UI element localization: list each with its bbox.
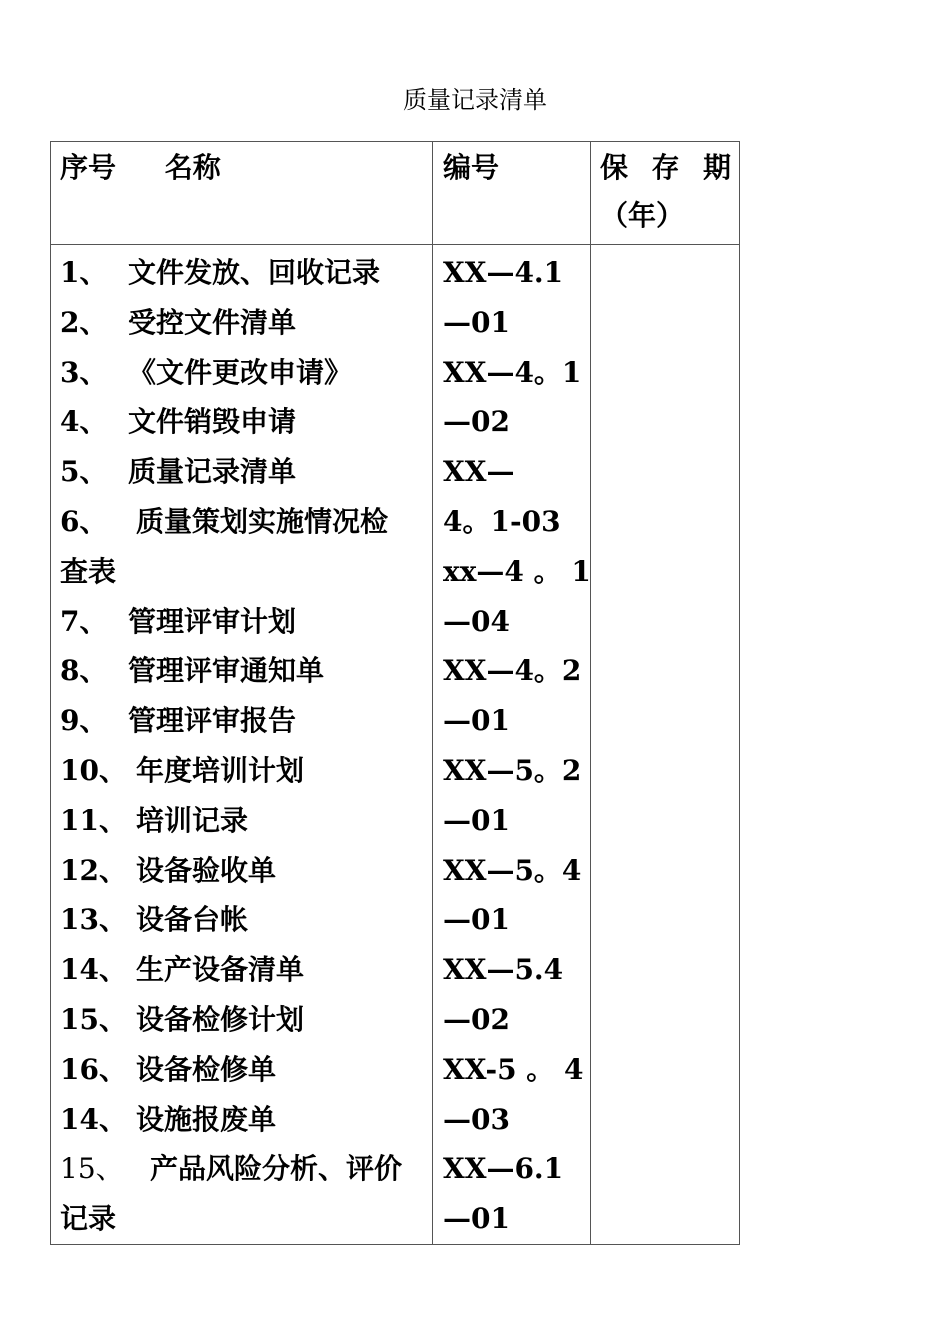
record-number: 2、 bbox=[60, 305, 108, 339]
record-number: 3、 bbox=[60, 355, 108, 389]
record-name-line bbox=[60, 646, 424, 696]
table-header-row bbox=[51, 142, 740, 245]
record-name: 管理评审通知单 bbox=[128, 654, 325, 688]
record-name-line bbox=[60, 1194, 424, 1244]
record-name: 培训记录 bbox=[136, 803, 249, 837]
record-name-line bbox=[60, 248, 424, 298]
record-name: 设备验收单 bbox=[136, 853, 277, 887]
record-name-line bbox=[60, 348, 424, 398]
record-name-line bbox=[60, 1144, 424, 1194]
record-number: 1、 bbox=[60, 256, 108, 289]
record-code-line: XX—5。4 bbox=[443, 853, 582, 887]
record-code-line: XX—5.4 bbox=[443, 953, 564, 987]
record-code-line: XX—5。2 bbox=[443, 753, 582, 787]
record-number: 12、 bbox=[60, 853, 127, 887]
header-code-label: 编号 bbox=[443, 151, 500, 184]
record-name: 设施报废单 bbox=[136, 1102, 277, 1136]
header-seq-name-label: 序号 名称 bbox=[60, 151, 221, 184]
record-name-line bbox=[60, 447, 424, 497]
record-codes-cell bbox=[433, 245, 591, 1245]
record-code-line: —01 bbox=[443, 305, 510, 339]
record-code-line: XX—4。2 bbox=[443, 654, 582, 688]
record-name-line bbox=[60, 397, 424, 447]
record-name: 设备台帐 bbox=[136, 903, 249, 937]
record-name-line bbox=[60, 1095, 424, 1145]
record-name: 受控文件清单 bbox=[128, 305, 297, 339]
record-code-line: —04 bbox=[443, 604, 510, 638]
record-number: 8、 bbox=[60, 654, 108, 688]
record-name: 设备检修计划 bbox=[136, 1002, 305, 1036]
record-name: 管理评审报告 bbox=[128, 704, 297, 738]
record-name: 产品风险分析、评价 bbox=[150, 1152, 403, 1186]
record-code-line: xx—4 。 1 bbox=[443, 554, 591, 588]
header-retention-char: 存 bbox=[651, 151, 680, 184]
record-number: 7、 bbox=[60, 604, 108, 638]
header-retention-char: 保 bbox=[600, 151, 629, 184]
record-name: 质量策划实施情况检 bbox=[136, 504, 389, 538]
record-name: 质量记录清单 bbox=[128, 455, 297, 489]
record-code-line: —01 bbox=[443, 903, 510, 937]
record-number: 9、 bbox=[60, 704, 108, 738]
quality-records-table bbox=[50, 141, 740, 1245]
record-names-cell bbox=[51, 245, 433, 1245]
table-body-row bbox=[51, 245, 740, 1245]
record-code-line: XX—6.1 bbox=[443, 1152, 564, 1186]
record-name-line bbox=[60, 846, 424, 896]
header-retention-char: 期 bbox=[702, 151, 731, 184]
record-name-line bbox=[60, 746, 424, 796]
record-number: 14、 bbox=[60, 1102, 127, 1136]
header-retention-label bbox=[600, 144, 731, 192]
record-name-line bbox=[60, 547, 424, 597]
record-number: 10、 bbox=[60, 753, 127, 787]
record-name-line bbox=[60, 945, 424, 995]
record-name: 记录 bbox=[60, 1202, 117, 1236]
record-name: 查表 bbox=[60, 554, 117, 588]
record-code-line: XX— bbox=[443, 455, 515, 489]
record-number: 4、 bbox=[60, 405, 108, 439]
record-name-line bbox=[60, 497, 424, 547]
record-code-line: 4。1-03 bbox=[443, 504, 561, 538]
record-name: 设备检修单 bbox=[136, 1052, 277, 1086]
record-name: 管理评审计划 bbox=[128, 604, 297, 638]
record-name: 文件发放、回收记录 bbox=[128, 256, 381, 289]
record-code-line: —02 bbox=[443, 405, 510, 439]
header-code bbox=[433, 142, 591, 245]
record-number: 11、 bbox=[60, 803, 127, 837]
header-seq-name bbox=[51, 142, 433, 245]
record-name-line bbox=[60, 1045, 424, 1095]
record-name-line bbox=[60, 298, 424, 348]
record-code-line: XX—4.1 bbox=[443, 256, 564, 289]
record-name-line bbox=[60, 895, 424, 945]
record-code-line: —02 bbox=[443, 1002, 510, 1036]
record-number: 15、 bbox=[60, 1152, 124, 1186]
retention-period-cell bbox=[591, 245, 740, 1245]
record-name-line bbox=[60, 696, 424, 746]
record-number: 5、 bbox=[60, 455, 108, 489]
record-number: 15、 bbox=[60, 1002, 127, 1036]
record-name-line bbox=[60, 796, 424, 846]
record-name: 《文件更改申请》 bbox=[128, 355, 353, 389]
record-name-line bbox=[60, 995, 424, 1045]
record-name: 生产设备清单 bbox=[136, 953, 305, 987]
record-number: 6、 bbox=[60, 504, 108, 538]
document-title: 质量记录清单 bbox=[403, 86, 547, 114]
header-retention-unit: （年） bbox=[600, 199, 685, 232]
record-code-line: XX-5 。 4 bbox=[443, 1052, 584, 1086]
record-name: 年度培训计划 bbox=[136, 753, 305, 787]
record-code-line: —01 bbox=[443, 704, 510, 738]
record-name: 文件销毁申请 bbox=[128, 405, 297, 439]
record-code-line: —01 bbox=[443, 1202, 510, 1236]
record-name-line bbox=[60, 597, 424, 647]
record-number: 16、 bbox=[60, 1052, 127, 1086]
record-code-line: XX—4。1 bbox=[443, 355, 582, 389]
header-retention-period bbox=[591, 142, 740, 245]
record-code-line: —03 bbox=[443, 1102, 510, 1136]
record-number: 13、 bbox=[60, 903, 127, 937]
record-number: 14、 bbox=[60, 953, 127, 987]
record-code-line: —01 bbox=[443, 803, 510, 837]
